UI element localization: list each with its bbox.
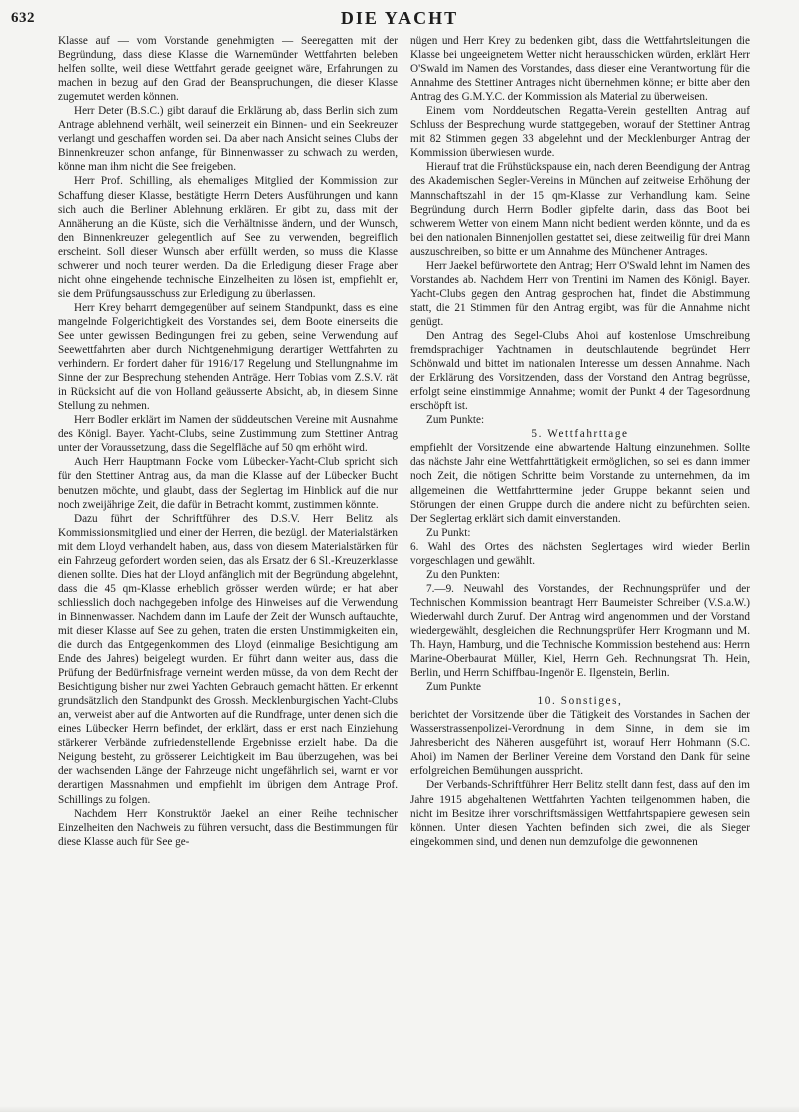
paragraph: Hierauf trat die Frühstückspause ein, nach deren Beendigung der Antrag des Akademischen Segler-Vereins in München auf zeitweise Erhöhung der Mannschaftszahl in der 15 qm-Klasse zur Verhandlung kam. Seine Begründung durch Herrn Bodler gipfelte darin, dass das Boot bei schwerem Wetter von einem Mann nicht bedient werden könnte, und da es bei den nationalen Binnenjollen gestattet sei, diese zeitweilig für drei Mann auszuschreiben, so bitte er um Annahme des Münchener Antrages. [410, 161, 750, 258]
paragraph: 6. Wahl des Ortes des nächsten Seglertages wird wieder Berlin vorgeschlagen und gewählt. [410, 540, 750, 567]
paragraph: 10. Sonstiges, [537, 695, 623, 708]
paragraph: 5. Wettfahrttage [531, 428, 629, 441]
paragraph: Der Verbands-Schriftführer Herr Belitz stellt dann fest, dass auf den im Jahre 1915 abgehaltenen Wettfahrten Yachten teilgenommen haben, die nicht im Besitze ihrer vorschriftsmässigen Wettfahrtspapiere gewesen sein können. Unter diesen Yachten befinden sich zwei, die als Sieger eingekommen sind, und denen nun demzufolge die gewonnenen [410, 779, 750, 848]
paragraph: Zu Punkt: [426, 526, 471, 539]
paragraph: Herr Jaekel befürwortete den Antrag; Herr O'Swald lehnt im Namen des Vorstandes ab. Nachdem Herr von Trentini im Namen des Königl. Bayer. Yacht-Clubs gegen den Antrag gesprochen hat, findet die Abstimmung statt, die 21 Stimmen für den Antrag ergibt, was für die Annahme nicht genügt. [410, 259, 750, 328]
paragraph: Herr Prof. Schilling, als ehemaliges Mitglied der Kommission zur Schaffung dieser Klasse, bestätigte Herrn Deters Ausführungen und kann sich auch die Berliner Ablehnung erklären. Er gibt zu, dass mit der Annäherung an die Küste, sich die Verhältnisse ändern, und der Wunsch, den Binnenkreuzer gelegentlich auf See zu verwenden, begreiflich erscheint. Soll dieser Wunsch aber erfüllt werden, so muss die Klasse schwerer und noch teurer werden. Da die Erledigung dieser Frage aber nicht ohne eingehende technische Einzelheiten zu lösen ist, empfiehlt er, sie dem Prüfungsausschuss zur Erledigung zu überlassen. [58, 175, 398, 300]
running-title: DIE YACHT [340, 8, 459, 28]
paragraph: Herr Krey beharrt demgegenüber auf seinem Standpunkt, dass es eine mangelnde Folgerichtigkeit des Vorstandes sei, dem Boote einerseits die See unter gewissen Bedingungen frei zu geben, seine Verwendung auf Seewettfahrten aber durch Nichtgenehmigung derartiger Wettfahrten zu verhindern. Er fordert daher für 1916/17 Regelung und Stellungnahme im Sinne der zur Besprechung stehenden Anträge. Herr Tobias vom Z.S.V. rät in Rücksicht auf die von Holland geäusserte Absicht, ab, in diesem Sinne Stellung zu nehmen. [58, 301, 398, 413]
right-column [410, 34, 750, 849]
paragraph: Zu den Punkten: [426, 568, 500, 581]
paragraph: Herr Deter (B.S.C.) gibt darauf die Erklärung ab, dass Berlin sich zum Antrage ablehnend verhält, weil seinerzeit ein Binnen- und ein Seekreuzer verlangt und geschaffen worden sei. Da aber nach Ansicht seines Clubs der Binnenkreuzer schon anfange, für Binnenwasser zu schwach zu werden, könne man ihm nicht die See freigeben. [58, 105, 398, 174]
paragraph: Dazu führt der Schriftführer des D.S.V. Herr Belitz als Kommissionsmitglied und einer der Herren, die bezügl. der Materialstärken mit dem Lloyd verhandelt haben, aus, dass von diesem Materialstärken für ein Fahrzeug gefordert worden seien, das als Ersatz der 6 Sl.-Kreuzerklasse dienen sollte. Dies hat der Lloyd anfänglich mit der Begründung abgelehnt, dass die 45 qm-Klasse erheblich grösser werden würde; er hat aber schliesslich doch nachgegeben infolge des Hinweises auf die Verwendung in Binnenwasser. Nachdem dann im Laufe der Zeit der Wunsch auftauchte, mit dieser Klasse auf See zu gehen, traten die ersten Unstimmigkeiten ein, die durch das Entgegenkommen des Lloyd (einmalige Besichtigung am Ende des Jahres) beigelegt wurden. Er führt dann weiter aus, dass die Prüfung der Bedürfnisfrage verneint werden müsse, da von dem Recht der Besichtigung bisher nur zwei Yachten Gebrauch gemacht hätten. Er erkennt grundsätzlich den Standpunkt des Grossh. Mecklenburgischen Yacht-Clubs an, verweist aber auf die Antworten auf die Rundfrage, unter denen sich die eines Lübecker Herrn befindet, der erklärt, dass er erst nach Einziehung stärkerer Verbände zufriedenstellende Ergebnisse erzielt habe. Da die Neigung besteht, zu grösserer Leichtigkeit im Bau überzugehen, was bei der wachsenden Länge der Fahrzeuge nicht ungefährlich sei, warnt er vor derartigen Massnahmen und empfiehlt im übrigen dem Antrage Prof. Schillings zu folgen. [58, 512, 398, 806]
paragraph: Zum Punkte [426, 681, 482, 694]
page-header [0, 4, 799, 32]
paragraph: Auch Herr Hauptmann Focke vom Lübecker-Yacht-Club spricht sich für den Stettiner Antrag aus, da man die Klasse auf der Lübecker Bucht benutzen möchte, und glaubt, dass der Seglertag im Hinblick auf die nur noch zweijährige Zeit, die dafür in Betracht kommt, zustimmen könnte. [58, 456, 398, 511]
paragraph: Herr Bodler erklärt im Namen der süddeutschen Vereine mit Ausnahme des Königl. Bayer. Yacht-Clubs, seine Zustimmung zum Stettiner Antrag unter der Voraussetzung, dass die Segelfläche auf 50 qm erhöht wird. [58, 414, 398, 455]
paragraph: nügen und Herr Krey zu bedenken gibt, dass die Wettfahrtsleitungen die Klasse bei ungeeignetem Wetter nicht herausschicken würden, erklärt Herr O'Swald im Namen des Vorstandes, dass dieser eine Verantwortung für die Annahme des Stettiner Antrages nicht übernehmen könne; er bitte aber den Antrag des G.M.Y.C. der Kommission als Material zu überweisen. [410, 35, 750, 104]
paragraph: Klasse auf — vom Vorstande genehmigten — Seeregatten mit der Begründung, dass diese Klasse die Warnemünder Wettfahrten beleben helfen sollte, weil diese Wettfahrt gerade geeignet wäre, Erfahrungen zu machen in bezug auf den Grad der Beanspruchungen, die dieser Klasse zugemutet werden können. [58, 35, 398, 104]
paragraph: 7.—9. Neuwahl des Vorstandes, der Rechnungsprüfer und der Technischen Kommission beantragt Herr Baumeister Schreiber (V.S.a.W.) Wiederwahl durch Zuruf. Der Antrag wird angenommen und der Vorstand wiedergewählt, desgleichen die Rechnungsprüfer Herr Krogmann und M. Th. Hayn, Hamburg, und die Technische Kommission bestehend aus: Herrn Marine-Oberbaurat Müller, Kiel, Herrn Geh. Rechnungsrat Th. Hein, Berlin, und Herrn Schiffbau-Ingenör E. Ilgenstein, Berlin. [410, 582, 750, 680]
paragraph: Einem vom Norddeutschen Regatta-Verein gestellten Antrag auf Schluss der Besprechung wurde stattgegeben, worauf der Stettiner Antrag mit 82 Stimmen gegen 33 abgelehnt und der Mecklenburger Antrag der Kommission überwiesen wurde. [410, 105, 750, 160]
paragraph: Zum Punkte: [426, 414, 485, 427]
page-number: 632 [11, 10, 35, 26]
paragraph: Den Antrag des Segel-Clubs Ahoi auf kostenlose Umschreibung fremdsprachiger Yachtnamen in deutschlautende begründet Herr Schönwald und bittet im nationalen Interesse um dessen Annahme. Nach der Erklärung des Vorsitzenden, dass der Vorstand den Antrag begrüsse, erfolgt seine einstimmige Annahme; womit der Punkt 4 der Tagesordnung erschöpft ist. [410, 329, 750, 413]
paragraph: berichtet der Vorsitzende über die Tätigkeit des Vorstandes in Sachen der Wasserstrassenpolizei-Verordnung in dem Sinne, in dem sie im Jahresbericht des Näheren ausgeführt ist, worauf Herr Hohmann (S.C. Ahoi) im Namen der Berliner Vereine dem Vorstand den Dank für seine erfolgreichen Bemühungen ausspricht. [410, 709, 750, 778]
page-bottom-edge [0, 1106, 799, 1112]
paragraph: empfiehlt der Vorsitzende eine abwartende Haltung einzunehmen. Sollte das nächste Jahr eine Wettfahrttätigkeit ermöglichen, so sei es dann immer noch Zeit, die nötigen Schritte beim Vorstande zu unternehmen, da im allgemeinen die Wettfahrttermine jeder Gruppe bekannt seien und Störungen der einen Gruppe durch die andere nicht zu befürchten seien. Der Seglertag erklärt sich damit einverstanden. [410, 442, 750, 525]
paragraph: Nachdem Herr Konstruktör Jaekel an einer Reihe technischer Einzelheiten den Nachweis zu führen versucht, dass die Bestimmungen für diese Klasse auch für See ge- [58, 807, 398, 848]
left-column [58, 34, 398, 849]
